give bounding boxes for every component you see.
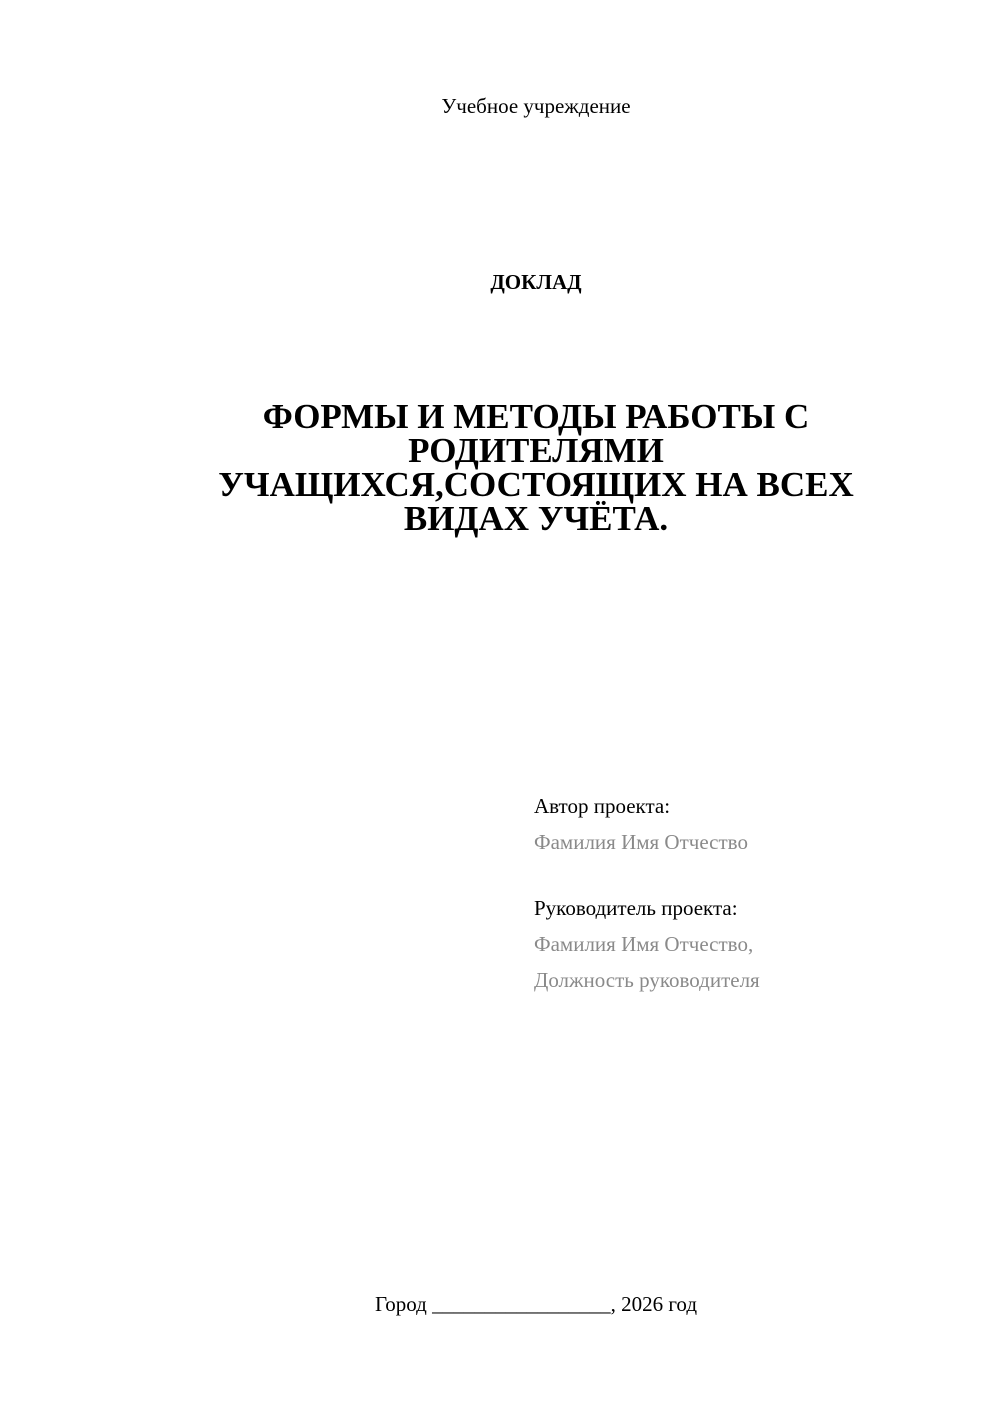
supervisor-label: Руководитель проекта:	[534, 896, 738, 920]
title-line: ВИДАХ УЧЁТА.	[403, 499, 669, 538]
authors-block	[534, 788, 954, 998]
supervisor-name: Фамилия Имя Отчество,	[534, 932, 754, 956]
spacer	[534, 860, 954, 890]
title-line: УЧАЩИХСЯ,СОСТОЯЩИХ НА ВСЕХ	[218, 465, 854, 504]
document-title	[160, 397, 912, 538]
author-name: Фамилия Имя Отчество	[534, 830, 748, 854]
author-label: Автор проекта:	[534, 794, 671, 818]
title-line: ФОРМЫ И МЕТОДЫ РАБОТЫ С	[262, 397, 810, 436]
supervisor-position: Должность руководителя	[534, 968, 760, 992]
city-year-line: Город _________________, 2026 год	[374, 1292, 698, 1316]
document-type: ДОКЛАД	[490, 270, 582, 294]
title-line: РОДИТЕЛЯМИ	[408, 431, 664, 470]
institution-name: Учебное учреждение	[441, 94, 631, 118]
